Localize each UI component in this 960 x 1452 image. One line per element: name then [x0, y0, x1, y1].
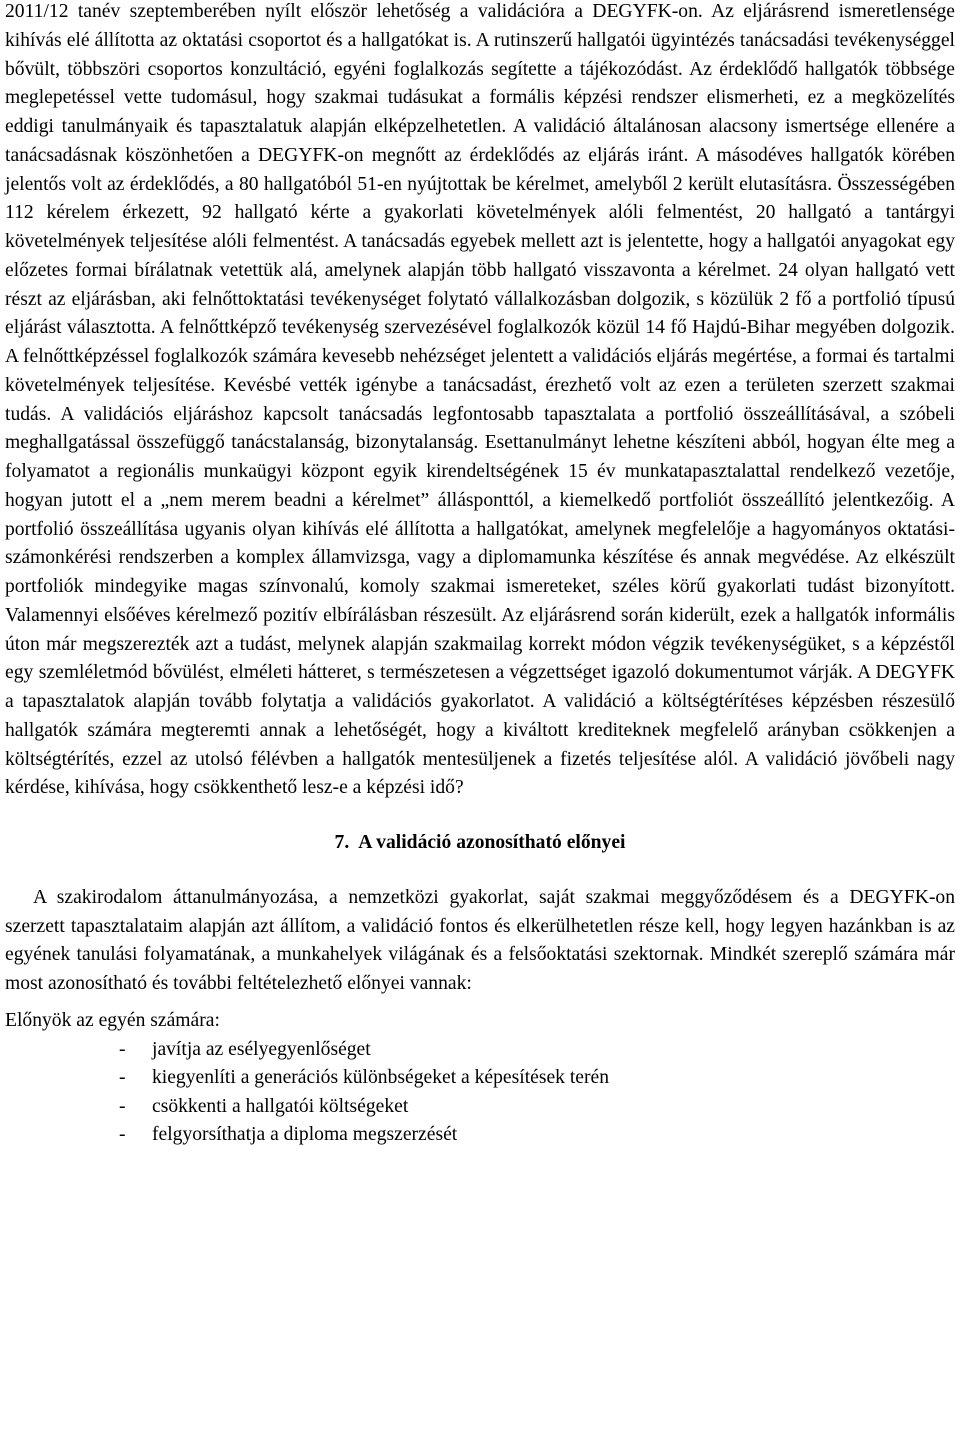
list-item: [119, 1036, 955, 1065]
list-item-text: csökkenti a hallgatói költségeket: [152, 1095, 409, 1117]
benefits-list-title: Előnyök az egyén számára:: [5, 1009, 220, 1031]
list-bullet: -: [119, 1067, 126, 1089]
benefits-list: [5, 1036, 955, 1150]
document-page: [5, 0, 955, 1150]
list-item-text: felgyorsíthatja a diploma megszerzését: [152, 1124, 458, 1146]
list-item-text: kiegyenlíti a generációs különbségeket a képesítések terén: [152, 1067, 610, 1089]
list-item-text: javítja az esélyegyenlőséget: [152, 1038, 371, 1060]
body-paragraph: 2011/12 tanév szeptemberében nyílt először lehetőség a validációra a DEGYFK-on. Az eljárásrend ismeretlensége kihívás elé állította az oktatási csoportot és a hallgatókat is. A rutinszerű hallgatói ügyintézés tanácsadási tevékenységgel bővült, többszöri csoportos konzultáció, egyéni foglalkozás segítette a tájékozódást. Az érdeklődő hallgatók többsége meglepetéssel vette tudomásul, hogy szakmai tudásukat a formális képzési rendszer elismerheti, ez a megközelítés eddigi tanulmányaik és tapasztalatuk alapján elképzelhetetlen. A validáció általánosan alacsony ismertsége ellenére a tanácsadásnak köszönhetően a DEGYFK-on megnőtt az érdeklődés az eljárás iránt. A másodéves hallgatók körében jelentős volt az érdeklődés, a 80 hallgatóból 51-en nyújtottak be kérelmet, amelyből 2 került elutasításra. Összességében 112 kérelem érkezett, 92 hallgató kérte a gyakorlati követelmények alóli felmentést, 20 hallgató a tantárgyi követelmények teljesítése alóli felmentést. A tanácsadás egyebek mellett azt is jelentette, hogy a hallgatói anyagokat egy előzetes formai bírálatnak vetettük alá, amelynek alapján több hallgató visszavonta a kérelmet. 24 olyan hallgató vett részt az eljárásban, aki felnőttoktatási tevékenységet folytató vállalkozásban dolgozik, s közülük 2 fő a portfolió típusú eljárást választotta. A felnőttképző tevékenység szervezésével foglalkozók közül 14 fő Hajdú-Bihar megyében dolgozik. A felnőttképzéssel foglalkozók számára kevesebb nehézséget jelentett a validációs eljárás megértése, a formai és tartalmi követelmények teljesítése. Kevésbé vették igénybe a tanácsadást, érezhető volt az ezen a területen szerzett szakmai tudás. A validációs eljáráshoz kapcsolt tanácsadás legfontosabb tapasztalata a portfolió összeállításával, a szóbeli meghallgatással összefüggő tanácstalanság, bizonytalanság. Esettanulmányt lehetne készíteni abból, hogyan élte meg a folyamatot a regionális munkaügyi központ egyik kirendeltségének 15 év munkatapasztalattal rendelkező vezetője, hogyan jutott el a „nem merem beadni a kérelmet” állásponttól, a kiemelkedő portfoliót összeállító jelentkezőig. A portfolió összeállítása ugyanis olyan kihívás elé állította a hallgatókat, amelynek megfelelője a hagyományos oktatási-számonkérési rendszerben a komplex államvizsga, vagy a diplomamunka készítése és annak megvédése. Az elkészült portfoliók mindegyike magas színvonalú, komoly szakmai ismereteket, széles körű gyakorlati tudást bizonyított. Valamennyi elsőéves kérelmező pozitív elbírálásban részesült. Az eljárásrend során kiderült, ezek a hallgatók informális úton már megszerezték azt a tudást, melynek alapján szakmailag korrekt módon végzik tevékenységüket, s a képzéstől egy szemléletmód bővülést, elméleti hátteret, s természetesen a végzettséget igazoló dokumentumot várják. A DEGYFK a tapasztalatok alapján tovább folytatja a validációs gyakorlatot. A validáció a költségtérítéses képzésben részesülő hallgatók számára megteremti annak a lehetőségét, hogy a kiváltott krediteknek megfelelő arányban csökkenjen a költségtérítés, ezzel az utolsó félévben a hallgatók mentesüljenek a fizetés teljesítése alól. A validáció jövőbeli nagy kérdése, kihívása, hogy csökkenthető lesz-e a képzési idő?: [5, 1, 955, 799]
intro-paragraph: A szakirodalom áttanulmányozása, a nemzetközi gyakorlat, saját szakmai meggyőződésem és a DEGYFK-on szerzett tapasztalataim alapján azt állítom, a validáció fontos és elkerülhetetlen része kell, hogy legyen hazánkban is az egyének tanulási folyamatának, a munkahelyek világának és a felsőoktatási szektornak. Mindkét szereplő számára már most azonosítható és további feltételezhető előnyei vannak:: [5, 886, 955, 994]
list-item: [119, 1064, 955, 1093]
section-title: A validáció azonosítható előnyei: [358, 832, 626, 853]
list-bullet: -: [119, 1038, 126, 1060]
list-bullet: -: [119, 1095, 126, 1117]
list-item: [119, 1121, 955, 1150]
list-item: [119, 1093, 955, 1122]
section-number: 7.: [334, 832, 350, 853]
section-heading: [5, 829, 955, 858]
list-bullet: -: [119, 1124, 126, 1146]
